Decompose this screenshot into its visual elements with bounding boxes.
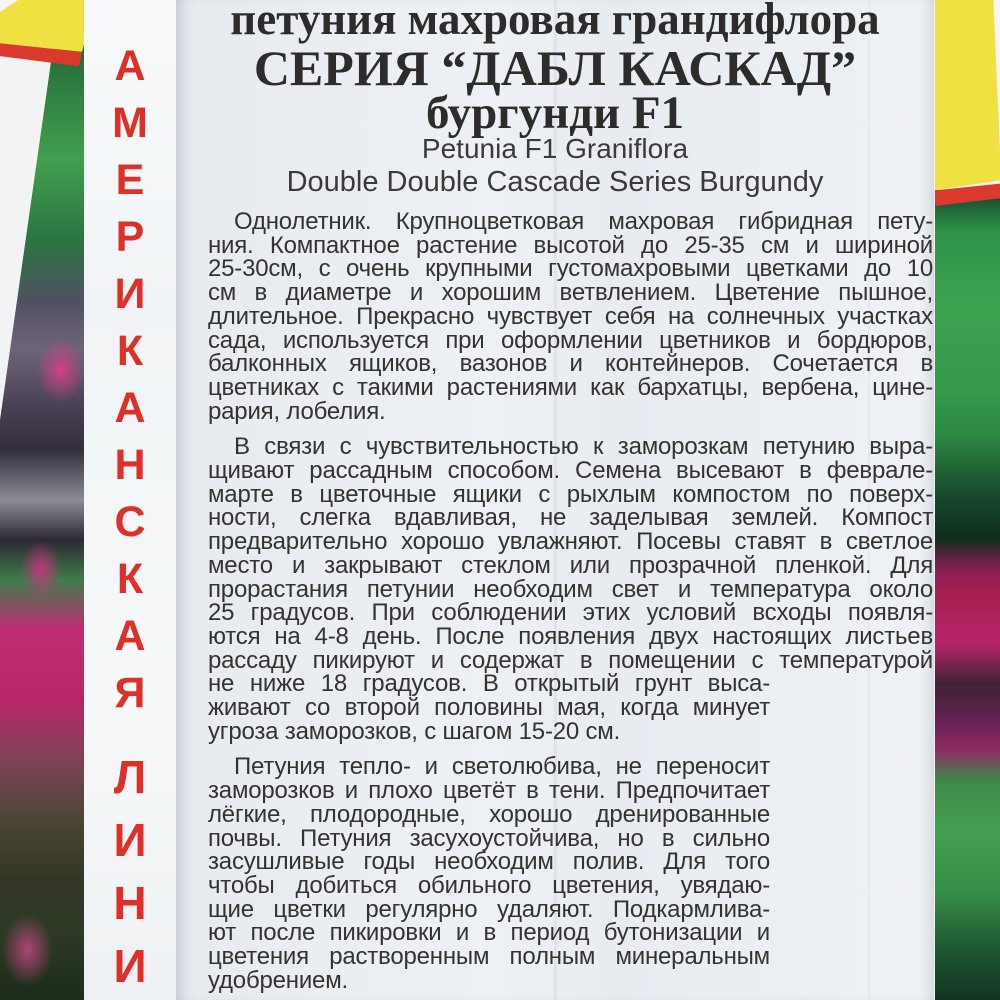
text-line: рария, лобелия. bbox=[208, 397, 386, 425]
text-line: 25-30см, с очень крупными густомахровыми цветками до 10 bbox=[208, 255, 933, 283]
flower-photo-right-strip bbox=[935, 190, 1000, 1000]
text-line: ности, слегка вдавливая, не заделывая землей. Компост bbox=[208, 504, 933, 532]
vertical-text-band bbox=[84, 0, 176, 1000]
paragraph-sowing bbox=[208, 435, 933, 743]
text-line: цветниках с такими растениями как бархатцы, вербена, цине- bbox=[208, 373, 933, 401]
vertical-letter: А bbox=[114, 384, 146, 432]
label-panel bbox=[176, 0, 934, 1000]
text-line: сада, используется при оформлении цветников и бордюров, bbox=[208, 326, 933, 354]
text-line: ния. Компактное растение высотой до 25-35 см и шириной bbox=[208, 231, 933, 259]
paragraph-care bbox=[208, 755, 933, 992]
text-line: ются на 4-8 день. После появления двух настоящих листьев bbox=[208, 622, 933, 650]
text-line: предварительно хорошо увлажняют. Посевы ставят в светлое bbox=[208, 528, 933, 556]
vertical-letter: Я bbox=[114, 669, 146, 717]
vertical-letter: М bbox=[112, 99, 148, 147]
text-line: длительное. Прекрасно чувствует себя на солнечных участках bbox=[208, 302, 933, 330]
vertical-letter: Л bbox=[113, 751, 147, 803]
text-line: 25 градусов. При соблюдении этих условий всходы появля- bbox=[208, 599, 933, 627]
description-text bbox=[208, 210, 933, 993]
vertical-brand-text bbox=[84, 38, 176, 998]
vertical-letter: Е bbox=[115, 156, 145, 204]
text-line: Однолетник. Крупноцветковая махровая гибридная пету- bbox=[234, 208, 933, 235]
title-variety-name: бургунди F1 bbox=[425, 87, 685, 139]
vertical-letter: А bbox=[114, 612, 146, 660]
vertical-letter: И bbox=[113, 814, 147, 866]
text-line: ют после пикировки и в период бутонизации и bbox=[208, 919, 770, 947]
text-line: марте в цветочные ящики с рыхлым компостом по поверх- bbox=[208, 480, 933, 508]
text-line: живают со второй половины мая, когда минует bbox=[208, 694, 770, 722]
title-russian-species: петуния махровая грандифлора bbox=[230, 0, 880, 44]
vertical-letter: К bbox=[116, 327, 144, 375]
text-line: заморозков и плохо цветёт в тени. Предпочитает bbox=[208, 777, 770, 805]
text-line: балконных ящиков, вазонов и контейнеров. Сочетается в bbox=[208, 350, 933, 378]
vertical-letter: И bbox=[114, 270, 146, 318]
paragraph-description bbox=[208, 210, 933, 423]
vertical-letter: Р bbox=[115, 213, 145, 261]
text-line: лёгкие, плодородные, хорошо дренированные bbox=[208, 800, 770, 828]
latin-name: Petunia F1 Graniflora bbox=[421, 133, 689, 164]
text-line: удобрением. bbox=[208, 966, 348, 994]
yellow-edge-top-right bbox=[935, 0, 1000, 196]
title-series-name: СЕРИЯ “ДАБЛ КАСКАД” bbox=[253, 40, 857, 96]
header-block bbox=[176, 0, 934, 197]
text-line: прорастания петунии необходим свет и температура около bbox=[208, 575, 933, 603]
vertical-letter: Н bbox=[114, 441, 146, 489]
text-line: рассаду пикируют и содержат в помещении с температурой bbox=[208, 646, 933, 674]
text-line: почвы. Петуния засухоустойчива, но в сильно bbox=[208, 824, 770, 852]
text-line: засушливые годы необходим полив. Для того bbox=[208, 848, 770, 876]
vertical-letter: И bbox=[113, 940, 147, 992]
text-line: цветения растворенным полным минеральным bbox=[208, 943, 770, 971]
text-line: не ниже 18 градусов. В открытый грунт выса- bbox=[208, 670, 770, 698]
text-line: чтобы добиться обильного цветения, увядаю- bbox=[208, 871, 770, 899]
text-line: место и закрывают стеклом или прозрачной пленкой. Для bbox=[208, 551, 933, 579]
vertical-letter: Н bbox=[113, 877, 147, 929]
vertical-letter: К bbox=[116, 555, 144, 603]
text-line: угроза заморозков, с шагом 15-20 см. bbox=[208, 717, 621, 745]
vertical-letter: А bbox=[114, 42, 146, 90]
text-line: В связи с чувствительностью к заморозкам петунию выра- bbox=[234, 433, 933, 461]
latin-series-name: Double Double Cascade Series Burgundy bbox=[286, 166, 824, 198]
vertical-letter: С bbox=[114, 498, 146, 546]
text-line: щие цветки регулярно удаляют. Подкармлива- bbox=[208, 895, 770, 923]
text-line: см в диаметре и хорошим ветвлением. Цветение пышное, bbox=[208, 279, 933, 307]
text-line: щивают рассадным способом. Семена высевают в феврале- bbox=[208, 457, 933, 485]
text-line: Петуния тепло- и светолюбива, не переносит bbox=[234, 753, 770, 781]
